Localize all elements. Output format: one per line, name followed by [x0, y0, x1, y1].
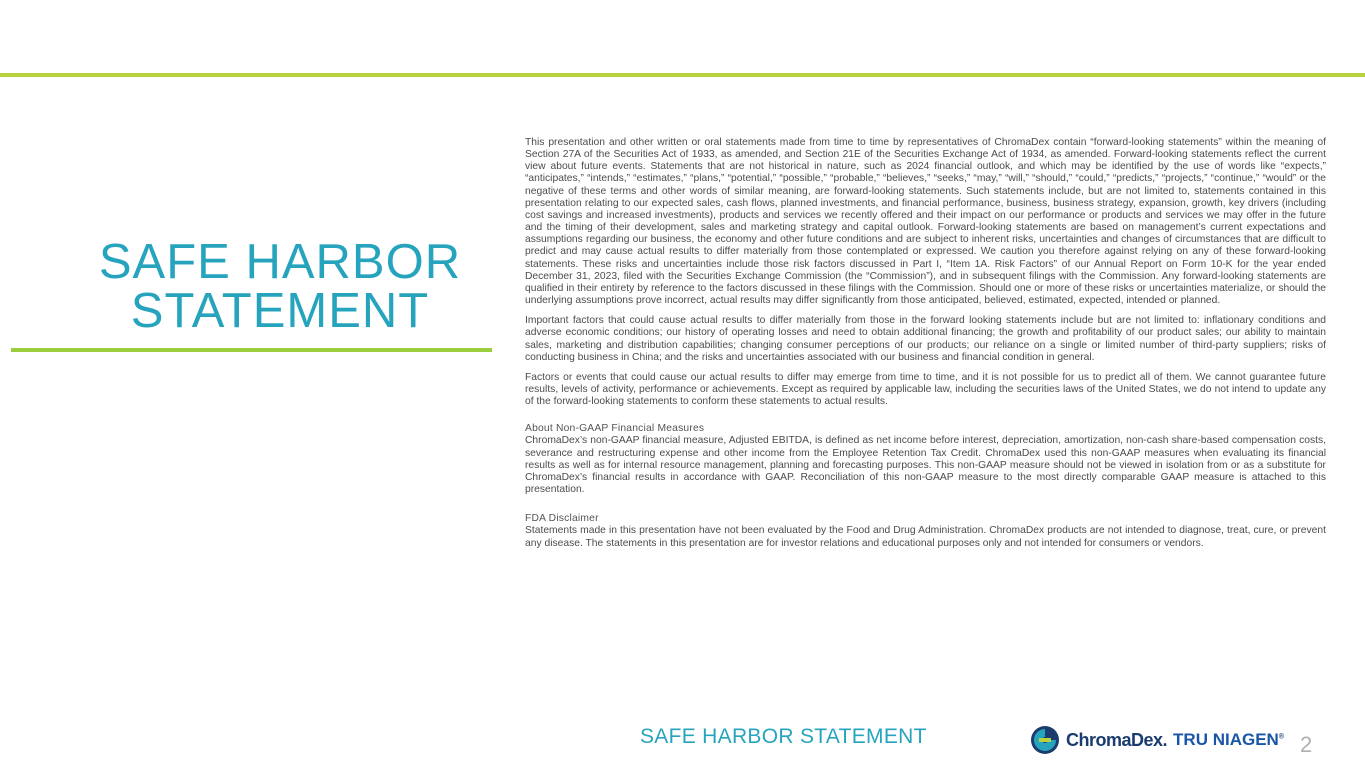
safe-harbor-body [525, 137, 1326, 550]
company-logo [1030, 724, 1284, 756]
page-number: 2 [1300, 732, 1313, 757]
registered-mark: ® [1278, 733, 1284, 741]
important-factors-paragraph: Important factors that could cause actual results to differ materially from those in the forward looking statements include but are not limited to: inflationary conditions and adverse economic conditions; our history of operating losses and need to obtain additional financing; the growth and profitability of our product sales; our ability to maintain sales, marketing and distribution capabilities; changing consumer perceptions of our products; our reliance on a single or limited number of third-party suppliers; risks of conducting business in China; and the risks and uncertainties associated with our business and financial condition in general. [525, 315, 1326, 363]
top-accent-rule [0, 73, 1365, 77]
tru-niagen-wordmark [1173, 730, 1284, 750]
forward-looking-paragraph: This presentation and other written or oral statements made from time to time by representatives of ChromaDex contain “forward-looking statements” within the meaning of Section 27A of the Securities Act of 1933, as amended, and Section 21E of the Securities Exchange Act of 1934, as amended. Forward-looking statements reflect the current view about future events. Statements that are not historical in nature, such as 2024 financial outlook, and which may be identified by the use of words like “expects,” “anticipates,” “intends,” “estimates,” “plans,” “potential,” “possible,” “probable,” “believes,” “seeks,” “may,” “will,” “should,” “could,” “predicts,” “projects,” “continue,” “would” or the negative of these terms and other words of similar meaning, are forward-looking statements. Such statements include, but are not limited to, statements contained in this presentation relating to our expected sales, cash flows, planned investments, and financial performance, business, business strategy, expansion, growth, key drivers (including cost savings and increased investments), products and services we recently offered and their impact on our performance or products and services we may offer in the future and the timing of their development, sales and marketing strategy and capital outlook. Forward-looking statements are based on management’s current expectations and assumptions regarding our business, the economy and other future conditions and are subject to inherent risks, uncertainties and changes of circumstances that are difficult to predict and may cause actual results to differ materially from those contemplated or expressed. We caution you therefore against relying on any of these forward-looking statements. These risks and uncertainties include those risk factors discussed in Part I, “Item 1A. Risk Factors” of our Annual Report on Form 10-K for the year ended December 31, 2023, filed with the Securities Exchange Commission (the “Commission”), and in subsequent filings with the Commission. Any forward-looking statements are qualified in their entirety by reference to the factors discussed in these filings with the Commission. Should one or more of these risks or uncertainties materialize, or should the underlying assumptions prove incorrect, actual results may differ significantly from those anticipated, believed, estimated, expected, intended or planned. [525, 137, 1326, 307]
tru-niagen-text: TRU NIAGEN [1173, 730, 1279, 749]
footer-title: SAFE HARBOR STATEMENT [640, 725, 927, 748]
title-underline-rule [11, 348, 492, 352]
chromadex-wordmark: ChromaDex. [1066, 729, 1168, 750]
fda-disclaimer-heading: FDA Disclaimer [525, 513, 599, 525]
non-gaap-paragraph: ChromaDex’s non-GAAP financial measure, Adjusted EBITDA, is defined as net income before interest, depreciation, amortization, non-cash share-based compensation costs, severance and restructuring expense and other income from the Employee Retention Tax Credit. ChromaDex used this non-GAAP measures when evaluating its financial results as well as for internal resource management, planning and forecasting purposes. This non-GAAP measure should not be viewed in isolation from or as a substitute for ChromaDex’s financial results in accordance with GAAP. Reconciliation of this non-GAAP measure to the most directly comparable GAAP measure is attached to this presentation. [525, 435, 1326, 496]
factors-events-paragraph: Factors or events that could cause our actual results to differ may emerge from time to time, and it is not possible for us to predict all of them. We cannot guarantee future results, levels of activity, performance or achievements. Except as required by applicable law, including the securities laws of the United States, we do not intend to update any of the forward-looking statements to conform these statements to actual results. [525, 371, 1326, 408]
fda-disclaimer-paragraph: Statements made in this presentation have not been evaluated by the Food and Drug Administration. ChromaDex products are not intended to diagnose, treat, cure, or prevent any disease. The statements in this presentation are for investor relations and educational purposes only and not intended for consumers or vendors. [525, 525, 1326, 549]
slide-title-line-2: STATEMENT [130, 284, 430, 338]
slide-title-line-1: SAFE HARBOR [98, 235, 462, 289]
chromadex-logo-icon [1030, 725, 1060, 755]
slide-title [60, 235, 500, 338]
non-gaap-heading: About Non-GAAP Financial Measures [525, 423, 705, 435]
